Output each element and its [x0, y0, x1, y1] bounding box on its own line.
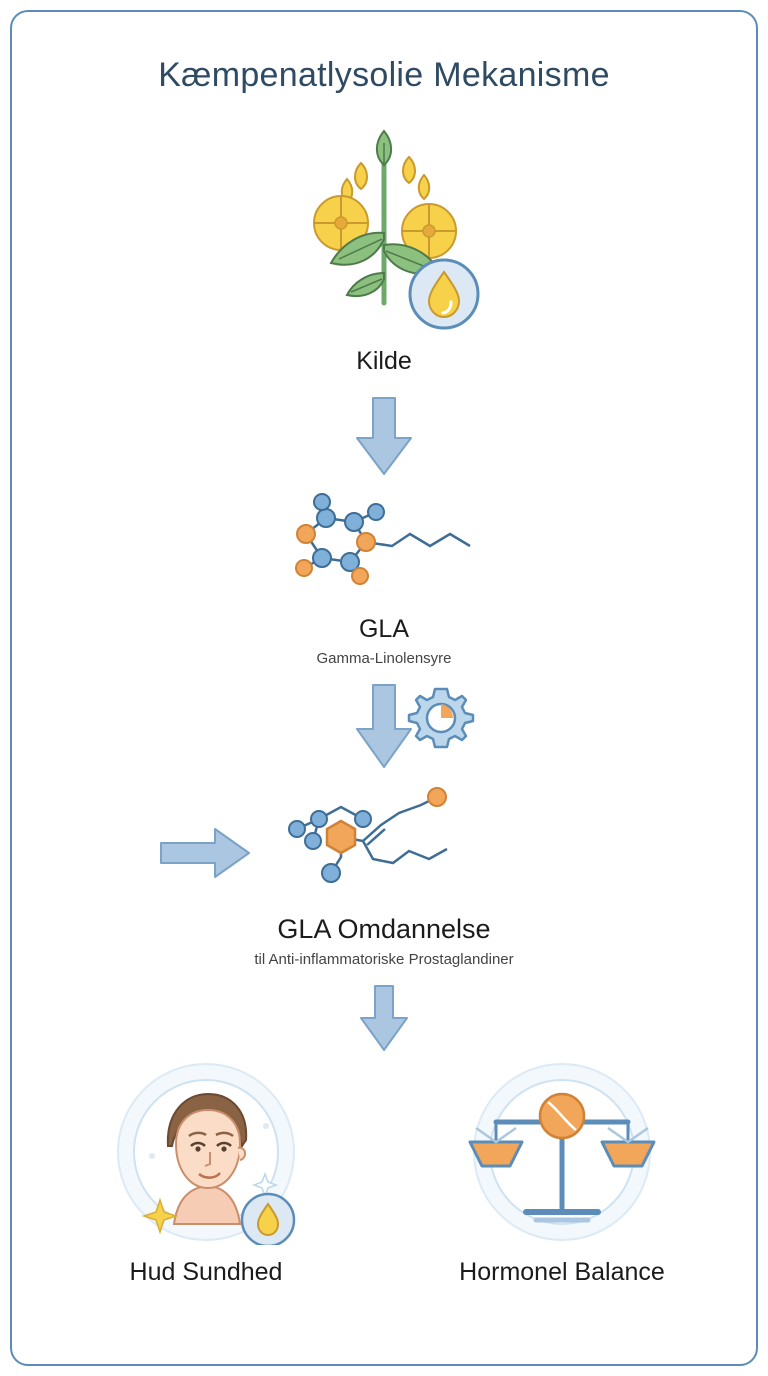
- prostaglandin-molecule-icon: [269, 779, 499, 904]
- stage-conversion: [254, 779, 513, 968]
- outcome-hormone: [412, 1060, 712, 1287]
- stage-conversion-label: GLA Omdannelse: [277, 914, 491, 944]
- arrow-gla-to-conversion: [349, 681, 419, 773]
- infographic-card: [10, 10, 758, 1366]
- gear-icon: [405, 683, 477, 760]
- oil-drop-icon: [406, 256, 482, 337]
- face-skin-icon: [96, 1060, 316, 1250]
- gla-molecule-icon: [264, 490, 504, 605]
- stage-source-label: Kilde: [356, 347, 412, 375]
- stage-source: [269, 113, 499, 376]
- page-title: Kæmpenatlysolie Mekanisme: [158, 56, 610, 94]
- balance-scale-icon: [452, 1060, 672, 1250]
- stage-gla: [264, 490, 504, 667]
- stage-gla-label: GLA: [358, 615, 410, 643]
- arrow-conversion-to-outcomes: [354, 982, 414, 1054]
- stage-gla-sublabel: Gamma-Linolensyre: [316, 650, 452, 667]
- outcome-hormone-label: Hormonel Balance: [459, 1258, 665, 1286]
- arrow-source-to-gla: [349, 394, 419, 480]
- outcome-skin-label: Hud Sundhed: [129, 1258, 283, 1286]
- stage-conversion-sublabel: til Anti-inflammatoriske Prostaglandiner: [254, 951, 514, 968]
- outcome-skin: [56, 1060, 356, 1287]
- outcomes-row: [56, 1060, 712, 1287]
- arrow-side-into-conversion: [157, 825, 253, 886]
